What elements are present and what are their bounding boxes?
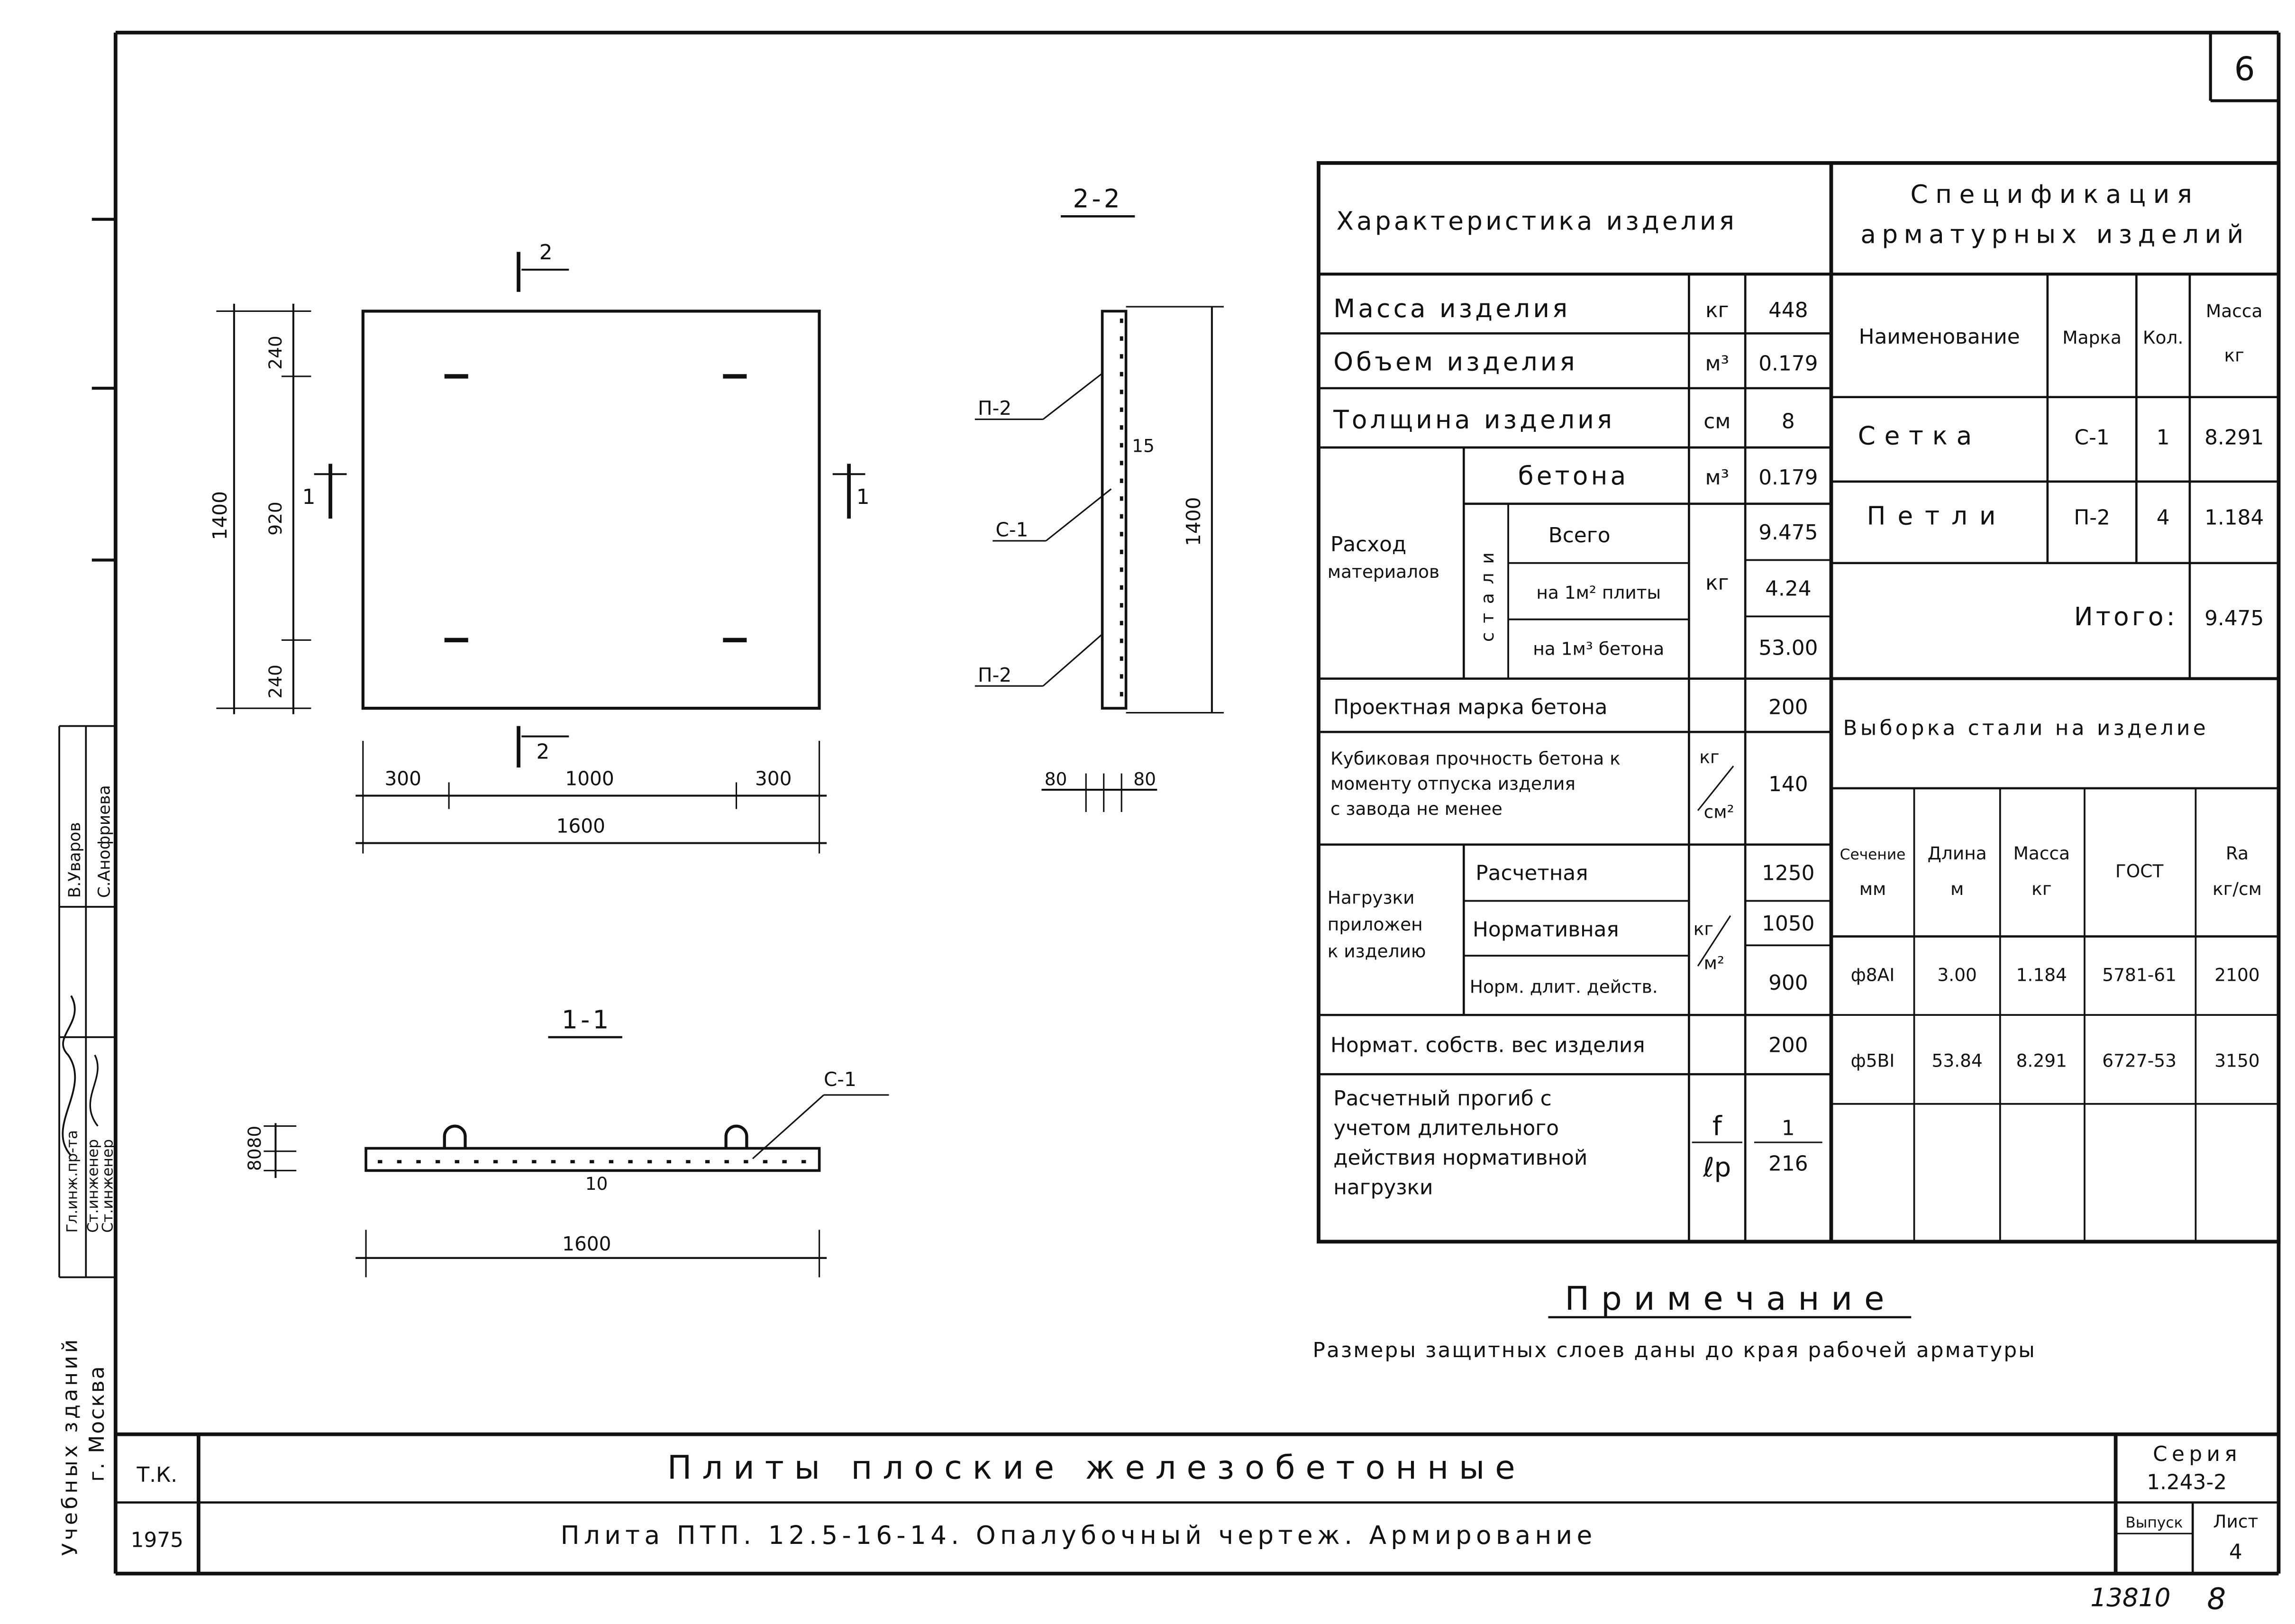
deflection-symbol-bottom: ℓp <box>1703 1152 1731 1183</box>
load-normative-label: Нормативная <box>1473 917 1619 942</box>
loads-line-2: приложен <box>1327 914 1423 935</box>
dim-240-bottom: 240 <box>264 665 286 699</box>
dim-15: 15 <box>1132 435 1155 456</box>
steel-header-ra-1: Ra <box>2225 842 2249 864</box>
spec-total-value: 9.475 <box>2204 606 2264 631</box>
volume-unit: м³ <box>1705 351 1730 376</box>
spec-header-qty: Кол. <box>2142 327 2184 348</box>
selfweight-value: 200 <box>1768 1033 1808 1058</box>
dim-1600-plan: 1600 <box>556 814 606 838</box>
steel-row-1-length: 3.00 <box>1937 964 1977 985</box>
spec-title-2: арматурных изделий <box>1860 219 2249 249</box>
grade-label: Проектная марка бетона <box>1333 695 1608 720</box>
note-text: Размеры защитных слоев даны до края рабочей арматуры <box>1312 1338 2036 1363</box>
steel-total-label: Всего <box>1548 523 1611 548</box>
label-p2-top: П-2 <box>978 397 1012 420</box>
steel-header-length-1: Длина <box>1927 842 1987 864</box>
spec-row-1-qty: 1 <box>2156 425 2170 450</box>
title-main: Плиты плоские железобетонные <box>667 1449 1526 1487</box>
dim-10: 10 <box>585 1173 608 1195</box>
deflection-value-top: 1 <box>1781 1116 1795 1140</box>
role-senior-engineer-1: Ст.инженер <box>84 1139 102 1233</box>
cut-label-top: 2 <box>539 240 553 265</box>
org-code: Т.К. <box>137 1462 178 1487</box>
org-line-1: Учебных зданий <box>58 1336 82 1556</box>
strength-unit-top: кг <box>1699 746 1720 767</box>
spec-row-1-mark: С-1 <box>2074 425 2110 450</box>
dim-1000: 1000 <box>565 767 614 790</box>
issue-label: Выпуск <box>2125 1514 2183 1532</box>
deflection-line-2: учетом длительного <box>1333 1116 1559 1140</box>
label-c1-plan: С-1 <box>823 1068 856 1091</box>
concrete-unit: м³ <box>1705 465 1730 490</box>
grade-value: 200 <box>1768 695 1808 720</box>
loads-line-3: к изделию <box>1327 940 1426 962</box>
spec-row-2-mark: П-2 <box>2074 505 2110 530</box>
steel-per-m2-value: 4.24 <box>1765 576 1812 601</box>
role-senior-engineer-2: Ст.инженер <box>99 1139 117 1233</box>
stamp-number: 13810 <box>2090 1583 2171 1613</box>
sheet-number: 6 <box>2234 50 2255 88</box>
spec-row-1-mass: 8.291 <box>2204 425 2264 450</box>
section-title-1-1: 1-1 <box>562 1005 612 1035</box>
load-design-value: 1250 <box>1762 861 1815 885</box>
steel-header-ra-2: кг/см <box>2213 878 2262 899</box>
steel-header-mass-1: Масса <box>2013 842 2070 864</box>
loads-line-1: Нагрузки <box>1327 887 1415 908</box>
characteristics-header: Характеристика изделия <box>1336 206 1738 236</box>
selfweight-label: Нормат. собств. вес изделия <box>1330 1033 1645 1058</box>
load-longterm-label: Норм. длит. действ. <box>1469 976 1658 997</box>
dim-920: 920 <box>264 502 286 536</box>
load-design-label: Расчетная <box>1475 861 1588 885</box>
name-uvarov: В.Уваров <box>65 822 84 898</box>
deflection-line-4: нагрузки <box>1333 1175 1433 1200</box>
spec-header-mass-2: кг <box>2224 345 2244 366</box>
strength-unit-bottom: см² <box>1703 801 1734 822</box>
concrete-label: бетона <box>1518 461 1629 491</box>
cut-label-left: 1 <box>302 484 316 509</box>
cut-label-bottom: 2 <box>536 739 550 764</box>
loads-unit-bottom: м² <box>1703 952 1724 974</box>
steel-per-m3-value: 53.00 <box>1758 636 1818 660</box>
sheet-value: 4 <box>2229 1540 2242 1564</box>
dim-300-left: 300 <box>384 767 421 790</box>
spec-total-label: Итого: <box>2074 602 2178 632</box>
spec-row-2-mass: 1.184 <box>2204 505 2264 530</box>
mass-value: 448 <box>1768 298 1808 322</box>
dim-240-top: 240 <box>264 336 286 370</box>
spec-row-2-qty: 4 <box>2156 505 2170 530</box>
deflection-symbol-top: f <box>1712 1111 1722 1142</box>
steel-header-section-2: мм <box>1859 878 1886 899</box>
steel-per-m2-label: на 1м² плиты <box>1536 582 1661 603</box>
steel-header-mass-2: кг <box>2031 878 2052 899</box>
consumption-label-2: материалов <box>1327 561 1440 583</box>
name-anofrieva: С.Анофриева <box>95 785 114 898</box>
series-label: Серия <box>2153 1442 2241 1467</box>
steel-row-2-gost: 6727-53 <box>2102 1050 2177 1071</box>
concrete-value: 0.179 <box>1758 465 1818 490</box>
cut-label-right: 1 <box>856 484 870 509</box>
load-longterm-value: 900 <box>1768 971 1808 995</box>
volume-label: Объем изделия <box>1333 347 1578 377</box>
spec-header-mass-1: Масса <box>2205 300 2263 321</box>
thickness-unit: см <box>1703 409 1731 434</box>
title-sub: Плита ПТП. 12.5-16-14. Опалубочный чертеж. Армирование <box>560 1521 1597 1551</box>
dim-1400-section: 1400 <box>1182 497 1205 546</box>
thickness-label: Толщина изделия <box>1333 405 1615 435</box>
role-chief-engineer: Гл.инж.пр-та <box>64 1130 81 1233</box>
strength-line-3: с завода не менее <box>1330 798 1503 820</box>
strength-value: 140 <box>1768 772 1808 797</box>
steel-per-m3-label: на 1м³ бетона <box>1533 638 1665 659</box>
spec-row-2-name: Петли <box>1867 501 2008 531</box>
label-c1-section: С-1 <box>995 518 1029 541</box>
steel-row-1-gost: 5781-61 <box>2102 964 2177 985</box>
steel-selection-title: Выборка стали на изделие <box>1843 716 2209 740</box>
steel-label: стали <box>1476 543 1498 642</box>
dim-300-right: 300 <box>755 767 792 790</box>
sheet-label: Лист <box>2213 1511 2259 1532</box>
load-normative-value: 1050 <box>1762 912 1815 936</box>
spec-title-1: Спецификация <box>1910 180 2200 210</box>
org-line-2: г. Москва <box>84 1365 109 1482</box>
spec-header-name: Наименование <box>1858 325 2020 349</box>
deflection-line-1: Расчетный прогиб с <box>1333 1086 1552 1111</box>
steel-row-2-mass: 8.291 <box>2016 1050 2067 1071</box>
dim-1400-plan: 1400 <box>209 491 232 540</box>
dim-8080: 8080 <box>244 1125 265 1171</box>
steel-row-1-mass: 1.184 <box>2016 964 2067 985</box>
steel-header-section-1: Сечение <box>1840 846 1906 863</box>
consumption-label-1: Расход <box>1330 532 1407 557</box>
steel-total-value: 9.475 <box>1758 520 1818 545</box>
year: 1975 <box>130 1528 184 1552</box>
strength-line-2: моменту отпуска изделия <box>1330 773 1576 794</box>
series-value: 1.243-2 <box>2147 1470 2227 1495</box>
steel-header-gost: ГОСТ <box>2115 860 2164 882</box>
spec-header-mark: Марка <box>2062 327 2122 348</box>
spec-row-1-name: Сетка <box>1858 421 1981 451</box>
dim-1600-section: 1600 <box>562 1232 611 1256</box>
steel-row-2-ra: 3150 <box>2214 1050 2260 1071</box>
section-title-2-2: 2-2 <box>1073 184 1123 214</box>
mass-label: Масса изделия <box>1333 293 1571 323</box>
deflection-value-bottom: 216 <box>1768 1151 1808 1176</box>
mass-unit: кг <box>1705 298 1729 322</box>
steel-row-1-ra: 2100 <box>2214 964 2260 985</box>
steel-row-1-section: ф8АI <box>1850 964 1895 985</box>
steel-row-2-section: ф5ВI <box>1850 1050 1895 1071</box>
dim-80-left: 80 <box>1044 768 1067 790</box>
label-p2-bottom: П-2 <box>978 663 1012 686</box>
steel-header-length-2: м <box>1950 878 1964 899</box>
steel-unit: кг <box>1705 571 1729 595</box>
deflection-line-3: действия нормативной <box>1333 1145 1588 1170</box>
volume-value: 0.179 <box>1758 351 1818 376</box>
steel-row-2-length: 53.84 <box>1931 1050 1983 1071</box>
strength-line-1: Кубиковая прочность бетона к <box>1330 748 1621 769</box>
dim-80-right: 80 <box>1133 768 1156 790</box>
page-number: 8 <box>2207 1581 2226 1616</box>
thickness-value: 8 <box>1781 409 1795 434</box>
loads-unit-top: кг <box>1693 918 1714 940</box>
note-title: Примечание <box>1565 1280 1896 1318</box>
